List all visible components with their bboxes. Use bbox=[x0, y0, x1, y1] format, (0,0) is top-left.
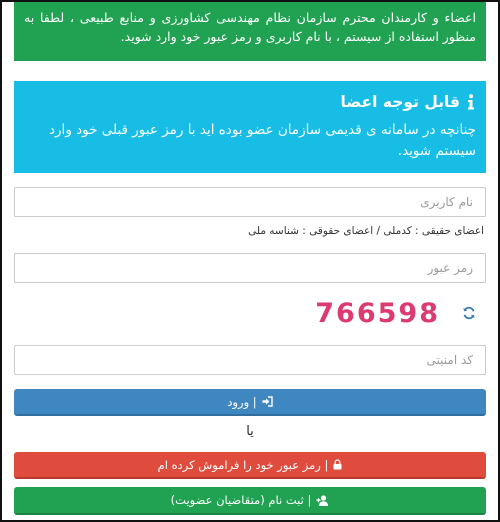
lock-icon bbox=[333, 459, 342, 470]
welcome-alert bbox=[14, 2, 486, 61]
notice-title-row bbox=[24, 91, 476, 113]
login-label: | ورود bbox=[227, 394, 257, 409]
captcha-code: 766598 bbox=[315, 297, 440, 329]
refresh-icon[interactable] bbox=[460, 304, 478, 322]
notice-title: قابل توجه اعضا bbox=[340, 93, 460, 111]
forgot-password-button[interactable] bbox=[14, 452, 486, 479]
password-input[interactable] bbox=[14, 253, 486, 283]
info-icon bbox=[466, 93, 476, 111]
security-code-input[interactable] bbox=[14, 345, 486, 375]
username-input[interactable] bbox=[14, 187, 486, 217]
welcome-text: اعضاء و کارمندان محترم سازمان نظام مهندسی کشاورزی و منابع طبیعی ، لطفا به منظور استفاده از سیستم ، با نام کاربری و رمز عبور خود وارد شوید. bbox=[24, 10, 476, 44]
user-plus-icon bbox=[316, 495, 329, 506]
forgot-password-label: | رمز عبور خود را فراموش کرده ام bbox=[157, 457, 329, 472]
register-button[interactable] bbox=[14, 487, 486, 515]
members-notice-alert bbox=[14, 81, 486, 173]
login-button[interactable] bbox=[14, 389, 486, 416]
or-separator: یا bbox=[246, 424, 254, 439]
captcha-row bbox=[14, 290, 486, 336]
sign-in-icon bbox=[262, 396, 273, 407]
notice-body: چنانچه در سامانه ی قدیمی سازمان عضو بوده اید با رمز عبور قبلی خود وارد سیستم شوید. bbox=[49, 122, 476, 159]
username-hint: اعضای حقیقی : کدملی / اعضای حقوقی : شناسه ملی bbox=[248, 225, 484, 237]
register-label: | ثبت نام (متقاضیان عضویت) bbox=[170, 493, 312, 507]
